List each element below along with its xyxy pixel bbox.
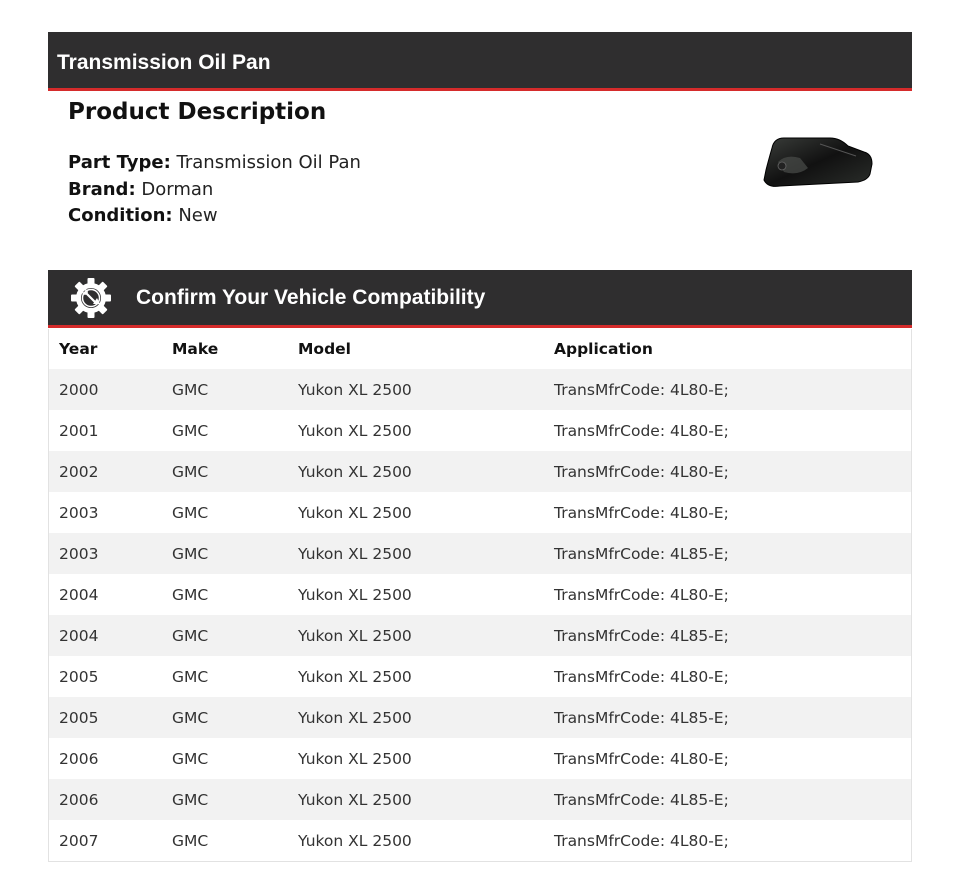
cell-model: Yukon XL 2500 (298, 585, 412, 604)
table-row (49, 615, 911, 656)
description-heading: Product Description (68, 99, 327, 125)
table-row (49, 492, 911, 533)
table-row (49, 779, 911, 820)
cell-make: GMC (172, 585, 209, 604)
column-header-year: Year (59, 340, 98, 358)
cell-application: TransMfrCode: 4L85-E; (554, 790, 729, 809)
cell-year: 2005 (59, 667, 99, 686)
cell-year: 2001 (59, 421, 99, 440)
cell-make: GMC (172, 831, 209, 850)
cell-model: Yukon XL 2500 (298, 790, 412, 809)
page-title: Transmission Oil Pan (57, 51, 271, 74)
cell-make: GMC (172, 790, 209, 809)
product-image (760, 132, 878, 192)
table-row (49, 820, 911, 861)
cell-model: Yukon XL 2500 (298, 667, 412, 686)
cell-make: GMC (172, 462, 209, 481)
table-row (49, 656, 911, 697)
cell-make: GMC (172, 749, 209, 768)
cell-year: 2004 (59, 626, 99, 645)
cell-model: Yukon XL 2500 (298, 421, 412, 440)
spec-condition: Condition: New (68, 205, 218, 226)
cell-year: 2006 (59, 749, 99, 768)
cell-year: 2005 (59, 708, 99, 727)
cell-year: 2003 (59, 544, 99, 563)
cell-model: Yukon XL 2500 (298, 544, 412, 563)
cell-model: Yukon XL 2500 (298, 831, 412, 850)
spec-part-type: Part Type: Transmission Oil Pan (68, 152, 361, 173)
cell-model: Yukon XL 2500 (298, 626, 412, 645)
cell-year: 2007 (59, 831, 99, 850)
cell-year: 2000 (59, 380, 99, 399)
cell-model: Yukon XL 2500 (298, 503, 412, 522)
compatibility-title: Confirm Your Vehicle Compatibility (136, 285, 486, 309)
compatibility-table-container (48, 329, 912, 862)
spec-brand: Brand: Dorman (68, 178, 214, 200)
spec-list (68, 150, 361, 230)
table-row (49, 369, 911, 410)
product-description (48, 96, 912, 256)
compatibility-bar (48, 270, 912, 328)
compatibility-table (49, 329, 911, 861)
table-row (49, 451, 911, 492)
cell-model: Yukon XL 2500 (298, 462, 412, 481)
cell-application: TransMfrCode: 4L80-E; (554, 503, 729, 522)
table-row (49, 410, 911, 451)
cell-make: GMC (172, 708, 209, 727)
cell-model: Yukon XL 2500 (298, 380, 412, 399)
cell-application: TransMfrCode: 4L80-E; (554, 462, 729, 481)
table-row (49, 574, 911, 615)
cell-model: Yukon XL 2500 (298, 749, 412, 768)
title-bar (48, 32, 912, 91)
cell-year: 2002 (59, 462, 99, 481)
cell-make: GMC (172, 421, 209, 440)
cell-make: GMC (172, 503, 209, 522)
cell-make: GMC (172, 626, 209, 645)
cell-application: TransMfrCode: 4L80-E; (554, 831, 729, 850)
cell-application: TransMfrCode: 4L85-E; (554, 626, 729, 645)
cell-make: GMC (172, 667, 209, 686)
cell-application: TransMfrCode: 4L80-E; (554, 421, 729, 440)
gear-wrench-icon (69, 276, 113, 320)
column-header-make: Make (172, 340, 219, 358)
cell-application: TransMfrCode: 4L85-E; (554, 544, 729, 563)
table-row (49, 697, 911, 738)
cell-application: TransMfrCode: 4L80-E; (554, 749, 729, 768)
table-row (49, 738, 911, 779)
cell-application: TransMfrCode: 4L85-E; (554, 708, 729, 727)
cell-application: TransMfrCode: 4L80-E; (554, 667, 729, 686)
table-header-row (49, 329, 911, 369)
cell-year: 2004 (59, 585, 99, 604)
table-row (49, 533, 911, 574)
cell-make: GMC (172, 380, 209, 399)
cell-model: Yukon XL 2500 (298, 708, 412, 727)
cell-application: TransMfrCode: 4L80-E; (554, 380, 729, 399)
cell-year: 2006 (59, 790, 99, 809)
cell-application: TransMfrCode: 4L80-E; (554, 585, 729, 604)
cell-make: GMC (172, 544, 209, 563)
column-header-model: Model (298, 340, 351, 358)
cell-year: 2003 (59, 503, 99, 522)
column-header-application: Application (554, 340, 653, 358)
